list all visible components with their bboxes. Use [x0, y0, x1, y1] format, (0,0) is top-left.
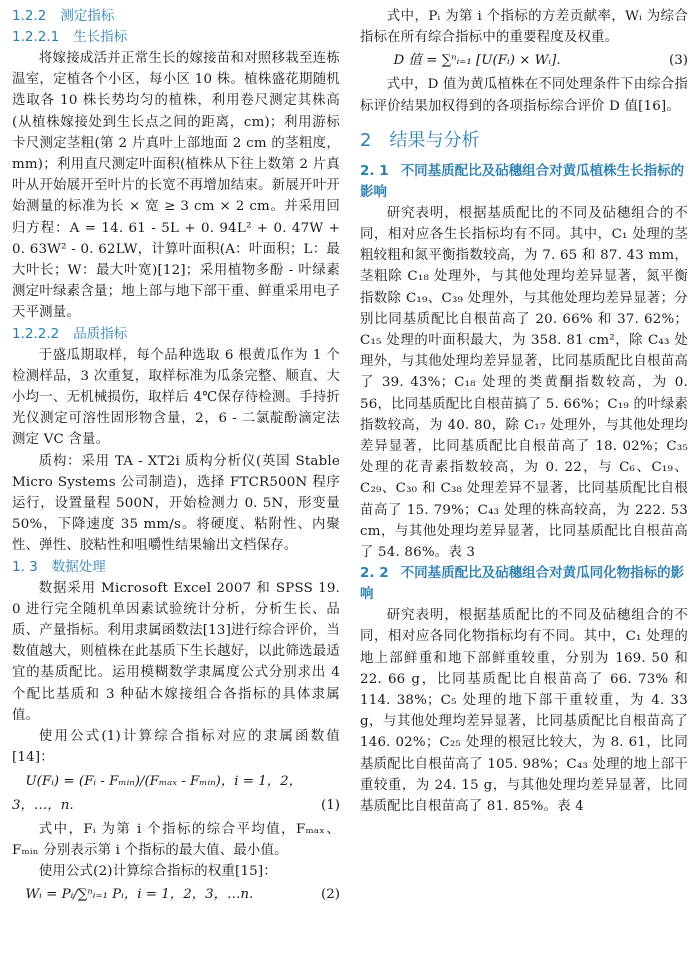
section-number: 1.2.2 — [12, 8, 47, 24]
paragraph-formula-1-explain: 式中，Fᵢ 为第 i 个指标的综合平均值，Fₘₐₓ、Fₘᵢₙ 分别表示第 i 个指标的最大值、最小值。 — [12, 821, 340, 858]
equation-body: U(Fᵢ) = (Fᵢ - Fₘᵢₙ)/(Fₘₐₓ - Fₘᵢₙ)，i = 1，2， — [25, 773, 303, 789]
section-heading-1-2-2-2 — [12, 324, 340, 345]
section-heading-2-2 — [360, 563, 688, 605]
section-title: 数据处理 — [51, 558, 106, 575]
paragraph-quality-indicators: 于盛瓜期取样，每个品种选取 6 根黄瓜作为 1 个检测样品，3 次重复，取样标准为瓜条完整、顺直、大小均一、无机械损伤，取样后 4℃保存待检测。手持折光仪测定可溶性固形物含量，2，6 - 二氯靛酚滴定法测定 VC 含量。 — [12, 347, 340, 448]
section-heading-1-3 — [12, 557, 340, 578]
section-title: 品质指标 — [73, 325, 128, 342]
paragraph-data-processing: 数据采用 Microsoft Excel 2007 和 SPSS 19. 0 进行完全随机单因素试验统计分析，分析生长、品质、产量指标。利用隶属函数法[13]进行综合评价，当数值越大，则植株在此基质下生长越好，以此筛选最适宜的基质配比。运用模糊数学隶属度公式分别求出 4 个配比基质和 3 种砧木嫁接组合各指标的具体隶属值。 — [12, 580, 340, 723]
section-number: 2. 1 — [360, 162, 389, 179]
section-title: 生长指标 — [73, 29, 128, 45]
equation-number: (1) — [321, 797, 340, 813]
equation-3 — [360, 50, 688, 72]
section-number: 1.2.2.1 — [12, 29, 60, 45]
paragraph-formula-3-explain: 式中，D 值为黄瓜植株在不同处理条件下由综合指标评价结果加权得到的各项指标综合评价 D 值[16]。 — [360, 77, 688, 114]
section-number: 1.2.2.2 — [12, 325, 60, 342]
section-title: 不同基质配比及砧穗组合对黄瓜植株生长指标的影响 — [360, 162, 685, 200]
section-heading-2-1 — [360, 161, 688, 203]
section-number: 2 — [360, 129, 372, 151]
equation-number: (2) — [321, 887, 340, 903]
section-heading-2 — [360, 127, 688, 155]
section-number: 1. 3 — [12, 558, 38, 575]
section-title: 不同基质配比及砧穗组合对黄瓜同化物指标的影响 — [360, 565, 685, 603]
paragraph-formula-2-intro: 使用公式(2)计算综合指标的权重[15]： — [38, 863, 277, 879]
equation-body: 3，…，n. — [12, 797, 74, 813]
section-title: 测定指标 — [60, 8, 115, 24]
paragraph-formula-2-explain: 式中，Pᵢ 为第 i 个指标的方差贡献率，Wᵢ 为综合指标在所有综合指标中的重要程度及权重。 — [360, 9, 688, 46]
section-heading-1-2-2 — [12, 6, 340, 27]
paragraph-growth-indicators: 将嫁接成活并正常生长的嫁接苗和对照移栽至连栋温室，定植各个小区，每小区 10 株。植株盛花期随机选取各 10 株长势均匀的植株，利用卷尺测定其株高(从植株嫁接处到生长点之间的距离，cm)；利用游标卡尺测定茎粗(第 2 片真叶上部地面 2 cm 的茎粗度，mm)；利用直尺测定叶面积(植株从下往上数第 2 片真叶从开始展开至叶片的长宽不再增加结束。新展开叶开始测量的标准为长 × 宽 ≥ 3 cm × 2 cm。并采用回归方程：A = 14. 61 - 5L + 0. 94L² + 0. 47W + 0. 63W² - 0. 62LW，计算叶面积(A：叶面积；L：最大叶长；W：最大叶宽)[12]；采用植物多酚 - 叶绿素测定叶绿素含量；地上部与地下部干重、鲜重采用电子天平测量。 — [12, 51, 340, 321]
paragraph-texture: 质构：采用 TA - XT2i 质构分析仪(英国 Stable Micro Systems 公司制造)，选择 FTCR500N 程序运行，设置量程 500N，开始检测力 0. 5N，形变量 50%，下降速度 35 mm/s。将硬度、粘附性、内聚性、弹性、胶粘性和咀嚼性结果输出文档保存。 — [12, 453, 340, 554]
section-title: 结果与分析 — [389, 129, 480, 151]
equation-body: Wᵢ = Pᵢ/∑ⁿᵢ₌₁ Pᵢ，i = 1，2，3，…n. — [25, 887, 254, 903]
section-number: 2. 2 — [360, 565, 389, 582]
equation-1-cont — [12, 795, 340, 817]
paragraph-assimilate-results: 研究表明，根据基质配比的不同及砧穗组合的不同，相对应各同化物指标均有不同。其中，C₁ 处理的地上部鲜重和地下部鲜重较重，分别为 169. 50 和 22. 66 g，比同基质配比自根苗高了 66. 73% 和 114. 38%；C₅ 处理的地下部干重较重，为 4. 33 g，与其他处理均差异显著，比同基质配比自根苗高了 146. 02%；C₂₅ 处理的根冠比较大，为 8. 61，比同基质配比自根苗高了 105. 98%；C₄₃ 处理的地上部干重较重，为 24. 15 g，与其他处理均差异显著，比同基质配比自根苗高了 81. 85%。表 4 — [360, 608, 688, 815]
section-heading-1-2-2-1 — [12, 27, 340, 48]
paragraph-growth-results: 研究表明，根据基质配比的不同及砧穗组合的不同，相对应各生长指标均有不同。其中，C₁ 处理的茎粗较粗和氮平衡指数较高，为 7. 65 和 87. 43 mm，茎粗除 C₁₈ 处理外，与其他处理均差异显著，氮平衡指数除 C₁₉、C₃₉ 处理外，与其他处理均差异显著；分别比同基质配比自根苗高了 20. 66% 和 37. 62%；C₁₅ 处理的叶面积最大，为 358. 81 cm²，除 C₄₃ 处理外，与其他处理均差异显著，比同基质配比自根苗高了 39. 43%；C₁₈ 处理的类黄酮指数较高，为 0. 56，比同基质配比自根苗搞了 5. 66%；C₁₉ 的叶绿素指数较高，为 40. 80，除 C₁₇ 处理外，与其他处理均差异显著，比同基质配比自根苗高了 18. 02%；C₃₅ 处理的花青素指数较高，为 0. 22，与 C₆、C₁₉、C₂₉、C₃₀ 和 C₃₈ 处理差异不显著，比同基质配比自根苗高了 15. 79%；C₄₃ 处理的株高较高，为 222. 53 cm，与其他处理均差异显著，比同基质配比自根苗高了 54. 86%。表 3 — [360, 205, 688, 561]
right-column — [360, 6, 688, 817]
equation-number: (3) — [669, 53, 688, 69]
left-column — [12, 6, 340, 908]
equation-body: D 值 = ∑ⁿᵢ₌₁ [U(Fᵢ) × Wᵢ]. — [393, 53, 561, 69]
equation-1 — [12, 771, 340, 793]
paragraph-formula-1-intro: 使用公式(1)计算综合指标对应的隶属函数值[14]： — [12, 729, 340, 766]
equation-2 — [12, 884, 340, 906]
